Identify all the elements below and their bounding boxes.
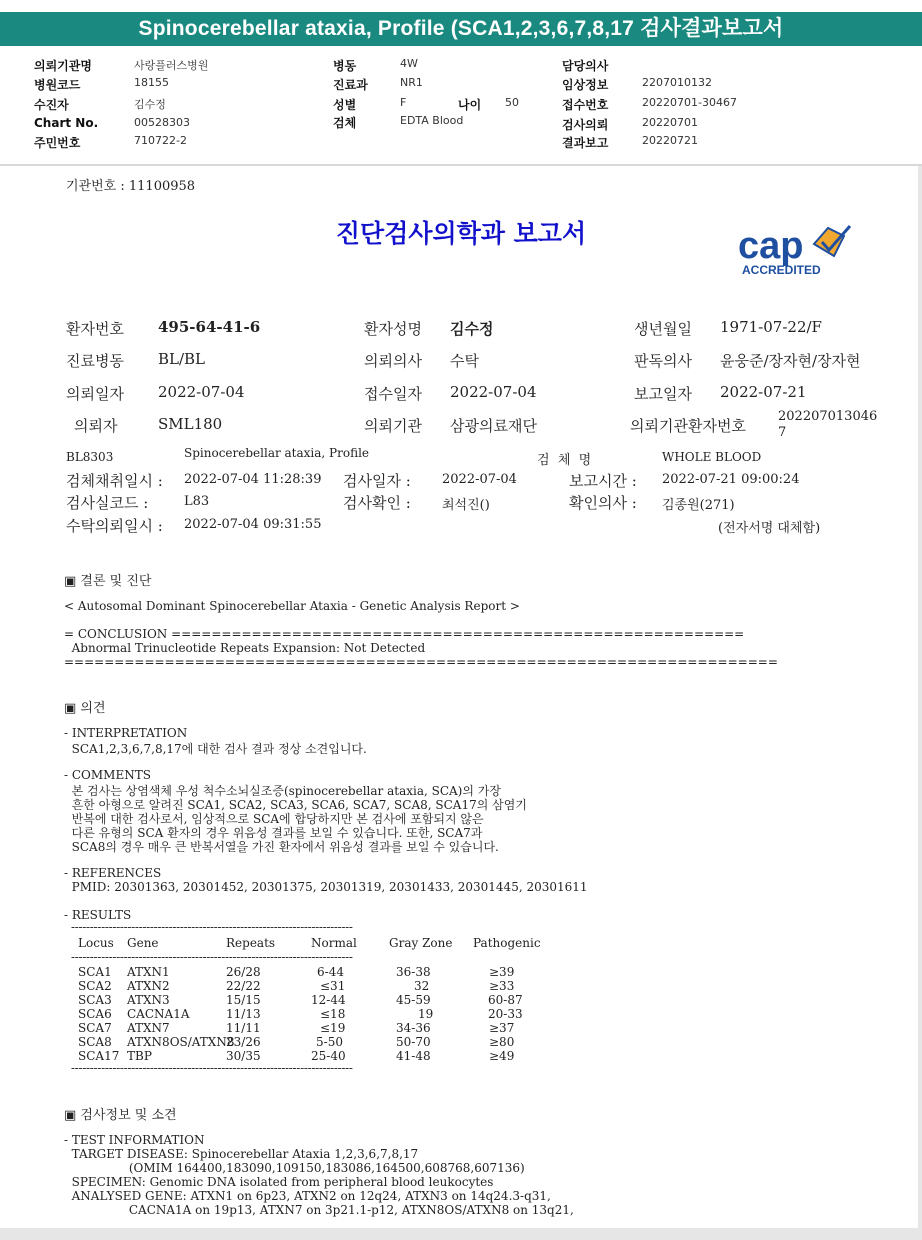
test-code: BL8303: [66, 450, 114, 464]
cell-gray-zone: 32: [414, 979, 430, 993]
label-ward: 병동: [333, 59, 357, 73]
label-report-date: 보고일자: [634, 385, 692, 403]
cell-pathogenic: 20-33: [488, 1007, 523, 1021]
cell-gray-zone: 34-36: [396, 1021, 431, 1035]
page-edge: [918, 166, 922, 1228]
value-confirm-doctor: 김종원(271): [662, 498, 735, 513]
col-header-normal: Normal: [311, 936, 357, 950]
cell-repeats: 23/26: [226, 1035, 261, 1049]
value-patient-name: 김수정: [450, 320, 494, 338]
cell-pathogenic: ≥39: [489, 965, 515, 979]
label-ward-dept: 진료병동: [66, 352, 124, 370]
label-confirm-doctor: 확인의사 :: [569, 494, 637, 512]
results-title: - RESULTS: [64, 908, 132, 922]
cell-normal: 25-40: [311, 1049, 346, 1063]
cell-locus: SCA3: [78, 993, 112, 1007]
section-heading-conclusion: ▣ 결론 및 진단: [64, 574, 152, 589]
test-name: Spinocerebellar ataxia, Profile: [184, 446, 370, 460]
value-clinical-info: 2207010132: [642, 76, 712, 89]
cell-repeats: 11/11: [226, 1021, 261, 1035]
value-chart-no: 00528303: [134, 116, 190, 129]
value-requesting-doctor: 수탁: [450, 352, 479, 370]
label-test-request: 검사의뢰: [562, 118, 609, 132]
label-resident-no: 주민번호: [34, 136, 81, 150]
label-request-time: 수탁의뢰일시 :: [66, 517, 163, 535]
value-test-confirm: 최석진(): [442, 498, 490, 513]
col-header-gray-zone: Gray Zone: [389, 936, 453, 950]
results-divider: ---------------------------------------------------------------------------: [64, 920, 353, 934]
value-receipt-date: 2022-07-04: [450, 383, 537, 401]
cell-pathogenic: 60-87: [488, 993, 523, 1007]
report-header-title: Spinocerebellar ataxia, Profile (SCA1,2,3,6,7,8,17 검사결과보고서: [0, 12, 922, 46]
cell-normal: ≤19: [320, 1021, 346, 1035]
col-header-gene: Gene: [127, 936, 159, 950]
cell-gray-zone: 45-59: [396, 993, 431, 1007]
comments-line: SCA8의 경우 매우 큰 반복서열을 가진 환자에서 위음성 결과를 보일 수 있습니다.: [64, 840, 499, 854]
label-patient-no: 환자번호: [66, 320, 124, 338]
label-requesting-org: 의뢰기관: [364, 417, 422, 435]
cell-gene: TBP: [127, 1049, 152, 1063]
test-info-line: - TEST INFORMATION: [64, 1133, 205, 1147]
label-institution: 의뢰기관명: [34, 59, 92, 73]
label-lab-code: 검사실코드 :: [66, 494, 149, 512]
label-collect-time: 검체채취일시 :: [66, 472, 163, 490]
label-age: 나이: [458, 98, 482, 112]
label-attending: 담당의사: [562, 59, 609, 73]
value-request-date: 2022-07-04: [158, 383, 245, 401]
label-receipt-date: 접수일자: [364, 385, 422, 403]
label-test-confirm: 검사확인 :: [343, 494, 411, 512]
cell-repeats: 11/13: [226, 1007, 261, 1021]
col-header-repeats: Repeats: [226, 936, 276, 950]
value-collect-time: 2022-07-04 11:28:39: [184, 472, 322, 487]
value-ward: 4W: [400, 57, 418, 70]
conclusion-divider: =======================================================================: [64, 655, 778, 669]
cell-locus: SCA8: [78, 1035, 112, 1049]
label-specimen: 검체: [333, 116, 357, 130]
cap-logo-subtext: ACCREDITED: [742, 263, 821, 277]
cell-normal: 6-44: [317, 965, 344, 979]
value-requesting-org: 삼광의료재단: [450, 417, 537, 435]
label-request-date: 의뢰일자: [66, 385, 124, 403]
results-divider: ---------------------------------------------------------------------------: [64, 1061, 353, 1075]
value-report-date: 2022-07-21: [720, 383, 807, 401]
references-title: - REFERENCES: [64, 866, 162, 880]
value-institution: 사랑플러스병원: [134, 59, 209, 72]
label-birthdate: 생년월일: [634, 320, 692, 338]
value-result-report: 20220721: [642, 134, 698, 147]
value-sex: F: [400, 96, 407, 109]
cell-pathogenic: ≥49: [489, 1049, 515, 1063]
comments-title: - COMMENTS: [64, 768, 151, 782]
value-test-date: 2022-07-04: [442, 472, 517, 487]
label-test-date: 검사일자 :: [343, 472, 411, 490]
cell-pathogenic: ≥37: [489, 1021, 515, 1035]
value-receipt-no: 20220701-30467: [642, 96, 737, 109]
references-text: PMID: 20301363, 20301452, 20301375, 20301319, 20301433, 20301445, 20301611: [64, 880, 588, 894]
label-clinical-info: 임상정보: [562, 78, 609, 92]
label-report-time: 보고시간 :: [569, 472, 637, 490]
cell-gene: ATXN3: [127, 993, 170, 1007]
value-reading-doctor: 윤웅준/장자현/장자현: [720, 352, 861, 370]
page-bottom-edge: [0, 1228, 922, 1240]
label-requester: 의뢰자: [74, 417, 118, 435]
header-info: [0, 54, 922, 166]
label-department: 진료과: [333, 78, 368, 92]
cell-normal: 5-50: [316, 1035, 343, 1049]
cell-gene: ATXN1: [127, 965, 170, 979]
cell-locus: SCA7: [78, 1021, 112, 1035]
cap-logo-text: cap: [738, 225, 804, 267]
label-chart-no: Chart No.: [34, 116, 99, 130]
label-result-report: 결과보고: [562, 136, 609, 150]
test-info-line: TARGET DISEASE: Spinocerebellar Ataxia 1,2,3,6,7,8,17: [64, 1147, 419, 1161]
cell-locus: SCA2: [78, 979, 112, 993]
value-specimen: EDTA Blood: [400, 114, 464, 127]
cell-gray-zone: 41-48: [396, 1049, 431, 1063]
header-divider: [0, 164, 922, 166]
value-birthdate: 1971-07-22/F: [720, 318, 822, 336]
label-receipt-no: 접수번호: [562, 98, 609, 112]
value-report-time: 2022-07-21 09:00:24: [662, 472, 800, 487]
cap-accredited-logo: [736, 222, 856, 280]
comments-line: 다른 유형의 SCA 환자의 경우 위음성 결과를 보일 수 있습니다. 또한, SCA7과: [64, 826, 483, 840]
value-age: 50: [505, 96, 519, 109]
cell-pathogenic: ≥33: [489, 979, 515, 993]
label-org-patient-no: 의뢰기관환자번호: [630, 417, 746, 435]
label-patient: 수진자: [34, 98, 69, 112]
test-info-line: ANALYSED GENE: ATXN1 on 6p23, ATXN2 on 12q24, ATXN3 on 14q24.3-q31,: [64, 1189, 551, 1203]
results-divider: ---------------------------------------------------------------------------: [64, 950, 353, 964]
interpretation-title: - INTERPRETATION: [64, 726, 188, 740]
label-specimen-name: 검 체 명: [537, 453, 592, 468]
cell-repeats: 26/28: [226, 965, 261, 979]
value-requester: SML180: [158, 415, 223, 433]
cell-repeats: 15/15: [226, 993, 261, 1007]
label-patient-name: 환자성명: [364, 320, 422, 338]
comments-line: 흔한 아형으로 알려진 SCA1, SCA2, SCA3, SCA6, SCA7, SCA8, SCA17의 삼염기: [64, 798, 527, 812]
section-heading-opinion: ▣ 의견: [64, 701, 106, 716]
label-hospital-code: 병원코드: [34, 78, 81, 92]
report-title: 진단검사의학과 보고서: [335, 219, 587, 248]
cell-repeats: 30/35: [226, 1049, 261, 1063]
report-subtitle: < Autosomal Dominant Spinocerebellar Ataxia - Genetic Analysis Report >: [64, 599, 520, 613]
cell-gene: ATXN8OS/ATXN8: [127, 1035, 235, 1049]
cell-gray-zone: 50-70: [396, 1035, 431, 1049]
cell-normal: 12-44: [311, 993, 346, 1007]
cell-normal: ≤31: [320, 979, 346, 993]
test-info-line: CACNA1A on 19p13, ATXN7 on 3p21.1-p12, ATXN8OS/ATXN8 on 13q21,: [64, 1203, 574, 1217]
label-reading-doctor: 판독의사: [634, 352, 692, 370]
cell-gene: CACNA1A: [127, 1007, 190, 1021]
value-resident-no: 710722-2: [134, 134, 187, 147]
test-info-line: SPECIMEN: Genomic DNA isolated from peripheral blood leukocytes: [64, 1175, 494, 1189]
cell-normal: ≤18: [320, 1007, 346, 1021]
conclusion-line: = CONCLUSION =========================================================: [64, 627, 745, 641]
cell-locus: SCA6: [78, 1007, 112, 1021]
conclusion-result: Abnormal Trinucleotide Repeats Expansion: Not Detected: [64, 641, 426, 655]
value-department: NR1: [400, 76, 423, 89]
cell-locus: SCA1: [78, 965, 112, 979]
interpretation-text: SCA1,2,3,6,7,8,17에 대한 검사 결과 정상 소견입니다.: [64, 742, 367, 756]
cell-pathogenic: ≥80: [489, 1035, 515, 1049]
cell-gene: ATXN7: [127, 1021, 170, 1035]
cell-gray-zone: 19: [418, 1007, 434, 1021]
value-specimen-name: WHOLE BLOOD: [662, 450, 762, 464]
value-patient: 김수정: [134, 98, 166, 111]
comments-line: 반복에 대한 검사로서, 임상적으로 SCA에 합당하지만 본 검사에 포함되지 않은: [64, 812, 484, 826]
col-header-pathogenic: Pathogenic: [473, 936, 541, 950]
comments-line: 본 검사는 상염색체 우성 척수소뇌실조증(spinocerebellar ataxia, SCA)의 가장: [64, 784, 501, 798]
cell-gene: ATXN2: [127, 979, 170, 993]
cell-repeats: 22/22: [226, 979, 261, 993]
value-patient-no: 495-64-41-6: [158, 318, 261, 336]
e-signature-note: (전자서명 대체함): [718, 521, 821, 536]
value-lab-code: L83: [184, 494, 210, 509]
value-hospital-code: 18155: [134, 76, 169, 89]
label-sex: 성별: [333, 98, 357, 112]
cell-gray-zone: 36-38: [396, 965, 431, 979]
test-info-line: (OMIM 164400,183090,109150,183086,164500,608768,607136): [64, 1161, 525, 1175]
value-org-patient-no: 202207013046 7: [778, 409, 878, 440]
label-requesting-doctor: 의뢰의사: [364, 352, 422, 370]
value-test-request: 20220701: [642, 116, 698, 129]
institution-number: 기관번호 : 11100958: [66, 179, 196, 194]
value-ward-dept: BL/BL: [158, 350, 206, 368]
cell-locus: SCA17: [78, 1049, 120, 1063]
value-request-time: 2022-07-04 09:31:55: [184, 517, 322, 532]
section-heading-test-info: ▣ 검사정보 및 소견: [64, 1108, 177, 1123]
col-header-locus: Locus: [78, 936, 114, 950]
